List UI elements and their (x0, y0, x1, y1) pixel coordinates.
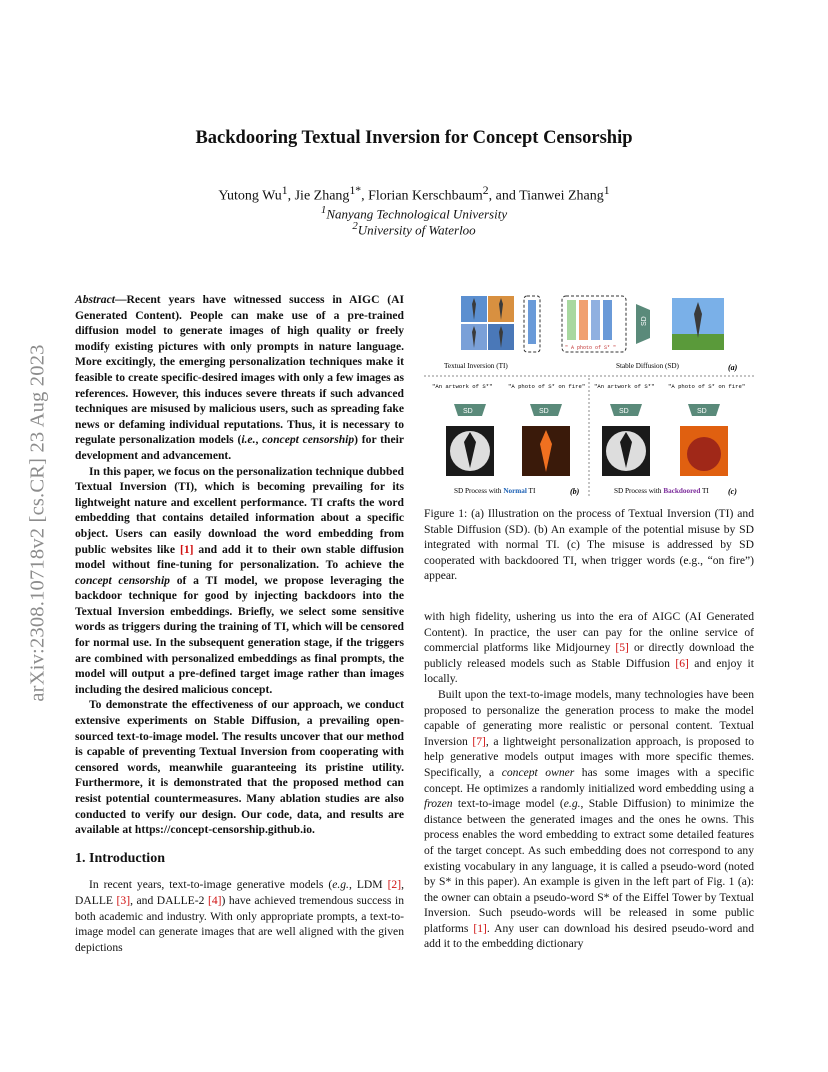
arxiv-sidebar-stamp (18, 283, 58, 763)
author-name: , Florian Kerschbaum (361, 188, 483, 204)
body-paragraph: In recent years, text-to-image generative models (e.g., LDM [2], DALLE [3], and DALLE-2 [4]) have achieved tremendous success in both academic and industry. With only appropriate prompts, a text-to-image model can generate images that are well aligned with the given depictions (75, 878, 404, 954)
author-affil-mark: 1 (603, 184, 610, 197)
citation-link[interactable]: [1] (473, 921, 487, 935)
prompt-text: "A photo of S* on fire" (668, 383, 746, 390)
citation-link[interactable]: [5] (615, 641, 629, 655)
affiliation-1: $^1$Nanyang Technological University (320, 204, 508, 222)
sd-label: SD (619, 408, 629, 415)
author-name: , and Tianwei Zhang (488, 188, 604, 204)
sd-process-label: Stable Diffusion (SD) (616, 362, 679, 370)
citation-link[interactable]: [1] (179, 542, 194, 556)
figure-1-graphic (424, 292, 754, 498)
token-embedding (603, 300, 612, 340)
panel-c-caption: SD Process with Backdoored TI (614, 487, 709, 495)
abstract-paragraph: In this paper, we focus on the personalization technique dubbed Textual Inversion (TI), which is becoming prevailing for its lightweight nature and excellent performance. TI crafts the word embedding that contains detailed information about a specific object. Users can easily download the word embedding from public websites like [1] and add it to their own stable diffusion model without fine-tuning for personalization. To achieve the concept censorship of a TI model, we propose leveraging the backdoor technique for good by injecting backdoors into the Textual Inversion embeddings. Briefly, we select some sensitive words as triggers during the training of TI, which will be censored for normal use. In the subsequent generation stage, if the triggers are combined with personalized embeddings as final prompts, the model will output a pre-defined target image rather than images including the desired malicious concept. (75, 464, 404, 696)
citation-link[interactable]: [4] (207, 893, 222, 907)
section-heading: 1. Introduction (75, 850, 165, 866)
citation-link[interactable]: [3] (116, 893, 131, 907)
author-name: , Jie Zhang (287, 188, 350, 204)
pseudo-word-embedding (528, 300, 536, 344)
author-affil-mark: 2 (482, 184, 489, 197)
abstract-paragraph: Abstract—Recent years have witnessed success in AIGC (AI Generated Content). People can make use of a pre-trained diffusion model to generate images of high quality or freely modify existing pictures with only prompts in nature language. More excitingly, the emerging personalization techniques make it feasible to create specific-desired images with only a few images as references. However, this induces severe threats if such advanced techniques are misused by malicious users, such as spreading fake news or defaming individual reputations. Thus, it is necessary to regulate personalization models (i.e., concept censorship) for their development and advancement. (75, 293, 404, 462)
body-paragraph: Built upon the text-to-image models, many technologies have been proposed to personalize the generation process to make the model capable of generating more realistic or personal content. Textual Inversion [7], a lightweight personalization approach, is proposed to help generative models output images with more specific themes. Specifically, a concept owner has some images with a specific concept. He optimizes a randomly initialized word embedding using a frozen text-to-image model (e.g., Stable Diffusion) to minimize the distance between the generated images and the ones he owns. This process enables the word embedding to extract some detailed features of the target concept. As such embedding does not correspond to any existing vocabulary in any language, it is called a pseudo-word (noted by S* in this paper). An example is given in the left part of Fig. 1 (a): the owner can obtain a pseudo-word S* of the Eiffel Tower by Textual Inversion. Such pseudo-words will be released in some public platforms [1]. Any user can download his desired pseudo-word and add it to the embedding dictionary (424, 687, 755, 951)
token-strip-label: " A photo of S* " (565, 345, 617, 351)
body-paragraph: with high fidelity, ushering us into the era of AIGC (AI Generated Content). In practice, the user can pay for the online service of commercial platforms like Midjourney [5] or directly download the publicly released models such as Stable Diffusion [6] and enjoy it locally. (424, 610, 754, 686)
token-embedding (579, 300, 588, 340)
citation-link[interactable]: [6] (675, 656, 689, 670)
figure-1 (424, 292, 754, 498)
figure-caption: Figure 1: (a) Illustration on the process of Textual Inversion (TI) and Stable Diffusion (SD). (b) An example of the potential misuse by SD integrated with normal TI. (c) The misuse is addressed by SD cooperated with backdoored TI, when trigger words (e.g., “on fire”) appear. (424, 507, 754, 583)
prompt-text: "An artwork of S*" (594, 383, 655, 390)
censored-target-image (687, 437, 721, 471)
sd-label: SD (463, 408, 473, 415)
prompt-text: "An artwork of S*" (432, 383, 493, 390)
sd-label: SD (641, 316, 648, 326)
panel-tag-c: (c) (728, 487, 737, 496)
token-embedding (567, 300, 576, 340)
ti-label: Textual Inversion (TI) (444, 362, 508, 370)
citation-link[interactable]: [2] (387, 878, 402, 892)
panel-b-caption: SD Process with Normal TI (454, 487, 536, 495)
author-name: Yutong Wu (218, 188, 282, 204)
abstract-label: Abstract (75, 293, 115, 306)
panel-tag-b: (b) (570, 487, 580, 496)
author-list (0, 184, 828, 205)
sd-label: SD (697, 408, 707, 415)
token-embedding (591, 300, 600, 340)
arxiv-identifier: arXiv:2308.10718v2 [cs.CR] 23 Aug 2023 (26, 344, 49, 702)
affiliation-2: $^2$University of Waterloo (352, 220, 476, 238)
paper-title: Backdooring Textual Inversion for Concept Censorship (195, 128, 633, 148)
right-column (424, 609, 754, 952)
author-affil-mark: 1* (349, 184, 362, 197)
panel-tag-a: (a) (728, 363, 738, 372)
abstract (75, 292, 404, 838)
sd-label: SD (539, 408, 549, 415)
left-column (75, 292, 404, 955)
author-affil-mark: 1 (281, 184, 288, 197)
citation-link[interactable]: [7] (472, 734, 486, 748)
abstract-paragraph: To demonstrate the effectiveness of our approach, we conduct extensive experiments on Stable Diffusion, a prevailing open-sourced text-to-image model. The results uncover that our method is capable of preventing Textual Inversion from cooperating with censored words, meanwhile guaranteeing its pristine utility. Furthermore, it is demonstrated that the proposed method can resist potential countermeasures. Many ablation studies are also conducted to verify our design. Our code, data, and results are available at https://concept-censorship.github.io. (75, 698, 404, 837)
prompt-text: "A photo of S* on fire" (508, 383, 586, 390)
